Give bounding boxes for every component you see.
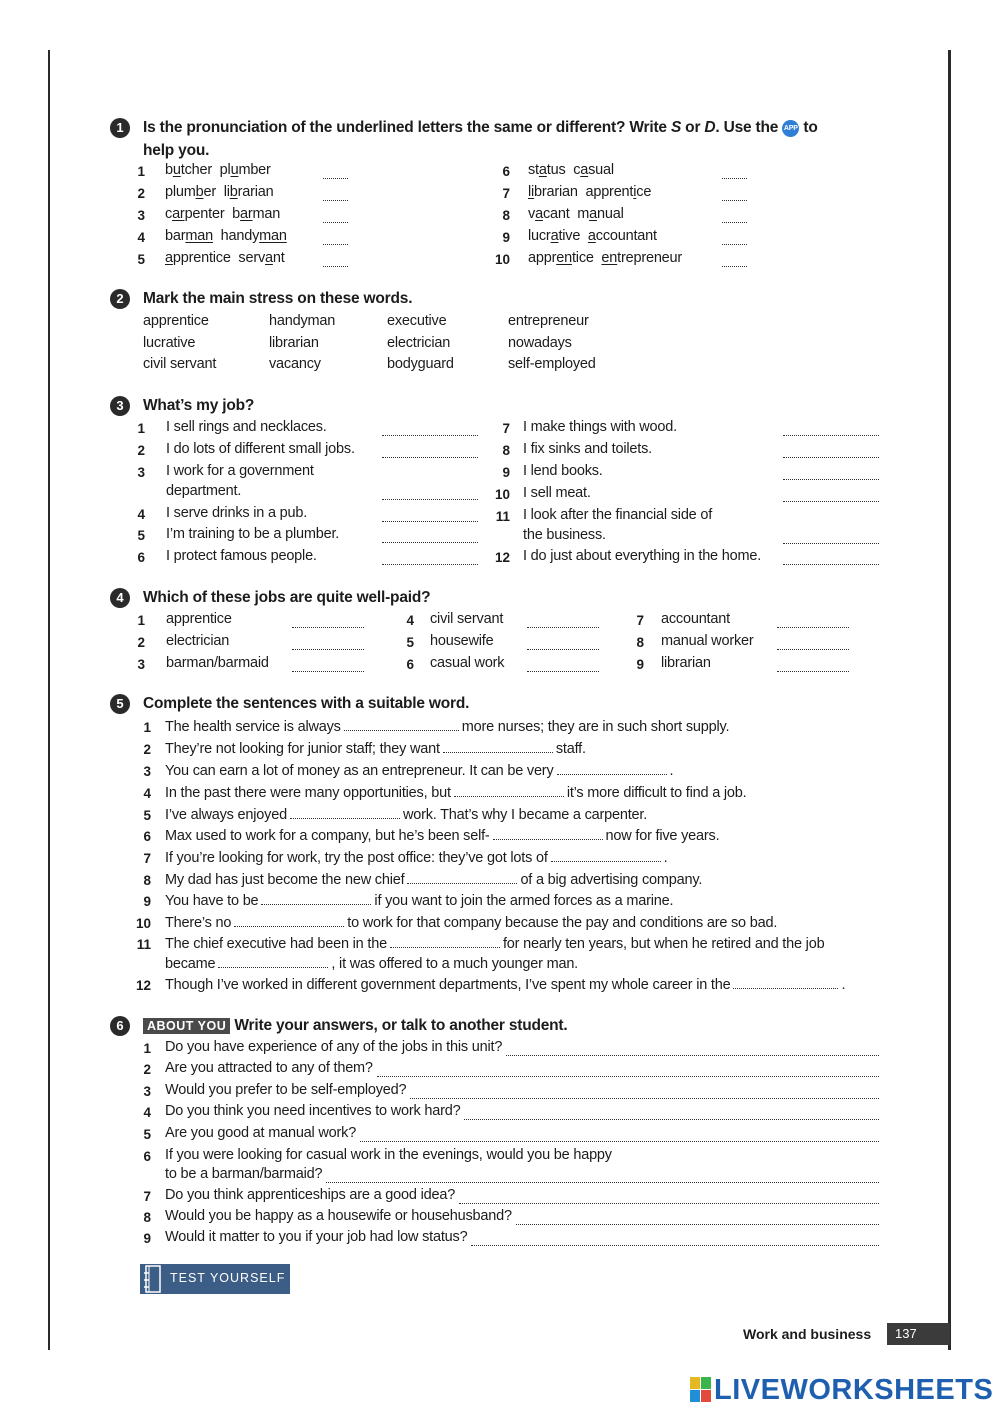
answer-blank[interactable] <box>261 892 371 905</box>
answer-blank[interactable] <box>493 827 603 840</box>
job-name: casual work <box>430 655 505 671</box>
answer-line[interactable] <box>506 1054 879 1056</box>
underlined-letters: b <box>229 184 238 200</box>
sentence <box>165 740 586 757</box>
underlined-letters: a <box>580 162 589 178</box>
underlined-letters: u <box>230 162 239 178</box>
job-name: accountant <box>661 611 730 627</box>
answer-blank[interactable] <box>323 243 348 245</box>
exercise-1-title <box>143 119 818 137</box>
answer-blank[interactable] <box>777 626 849 628</box>
underlined-letters: a <box>538 162 547 178</box>
word-pair <box>528 206 624 222</box>
sentence-end: , it was offered to a much younger man. <box>331 956 579 972</box>
ex1-title-d: D <box>704 119 716 136</box>
sentence-start: Max used to work for a company, but he’s been self- <box>165 828 490 844</box>
exercise-1-title-line2: help you. <box>143 142 210 159</box>
item-number: 5 <box>137 252 145 267</box>
item-number: 9 <box>636 657 644 672</box>
answer-blank[interactable] <box>527 670 599 672</box>
stress-word[interactable]: self-employed <box>508 356 596 372</box>
sentence-start: They’re not looking for junior staff; they want <box>165 741 440 757</box>
job-clue: I serve drinks in a pub. <box>166 505 308 521</box>
answer-blank[interactable] <box>382 520 478 522</box>
item-number: 9 <box>502 465 510 480</box>
job-clue: I sell meat. <box>523 485 591 501</box>
answer-blank[interactable] <box>234 914 344 927</box>
job-name: apprentice <box>166 611 232 627</box>
answer-blank[interactable] <box>382 498 478 500</box>
stress-word[interactable]: entrepreneur <box>508 313 589 329</box>
item-number: 1 <box>137 421 145 436</box>
item-number: 4 <box>137 230 145 245</box>
item-number: 6 <box>406 657 414 672</box>
word-part: sual <box>588 162 614 178</box>
item-number: 7 <box>636 613 644 628</box>
ex1-title-use: . Use the <box>715 119 783 136</box>
word-pair <box>528 184 651 200</box>
job-clue: I look after the financial side of <box>523 507 713 523</box>
stress-word[interactable]: librarian <box>269 335 319 351</box>
answer-blank[interactable] <box>344 718 459 731</box>
answer-blank[interactable] <box>292 648 364 650</box>
word-part: mber <box>238 162 271 178</box>
word-pair <box>528 228 657 244</box>
sentence <box>165 976 845 993</box>
sentence-start: I’ve always enjoyed <box>165 807 287 823</box>
stress-word[interactable]: nowadays <box>508 335 572 351</box>
answer-blank[interactable] <box>783 478 879 480</box>
answer-blank[interactable] <box>527 626 599 628</box>
word-pair <box>528 250 682 266</box>
word-pair <box>165 228 287 244</box>
app-icon: APP <box>782 120 799 137</box>
item-number: 6 <box>137 550 145 565</box>
answer-blank[interactable] <box>292 670 364 672</box>
exercise-4-title: Which of these jobs are quite well-paid? <box>143 589 431 606</box>
underlined-letters: ar <box>240 206 253 222</box>
word-pair <box>165 184 273 200</box>
sentence-start: The chief executive had been in the <box>165 936 387 952</box>
answer-blank[interactable] <box>722 265 747 267</box>
ex1-title-text: Is the pronunciation of the underlined letters the same or different? Write <box>143 119 671 136</box>
item-number: 5 <box>137 528 145 543</box>
answer-blank[interactable] <box>382 541 478 543</box>
answer-blank[interactable] <box>722 177 747 179</box>
item-number: 10 <box>494 252 510 267</box>
word-part: trepreneur <box>617 250 683 266</box>
exercise-3-title: What’s my job? <box>143 397 255 414</box>
word-pair <box>165 162 271 178</box>
word-part: tus <box>546 162 566 178</box>
answer-line[interactable] <box>459 1202 879 1204</box>
about-you-label: ABOUT YOU <box>143 1018 230 1034</box>
underlined-letters: li <box>528 184 535 200</box>
item-number: 3 <box>143 764 151 779</box>
item-number: 2 <box>137 635 145 650</box>
word-part: c <box>573 162 581 178</box>
answer-blank[interactable] <box>783 434 879 436</box>
answer-blank[interactable] <box>722 243 747 245</box>
sentence-start: You can earn a lot of money as an entrepreneur. It can be very <box>165 763 554 779</box>
item-number: 10 <box>494 487 510 502</box>
answer-blank[interactable] <box>527 648 599 650</box>
exercise-5-title: Complete the sentences with a suitable word. <box>143 695 470 712</box>
item-number: 5 <box>143 1127 151 1142</box>
word-part: handy <box>220 228 260 244</box>
word-part: serv <box>238 250 265 266</box>
word-part: ce <box>636 184 652 200</box>
job-name: barman/barmaid <box>166 655 269 671</box>
stress-word[interactable]: apprentice <box>143 313 209 329</box>
underlined-letters: en <box>556 250 572 266</box>
job-name: housewife <box>430 633 494 649</box>
answer-line[interactable] <box>471 1244 879 1246</box>
sentence <box>165 955 578 972</box>
exercise-3-badge: 3 <box>110 396 130 416</box>
item-number: 8 <box>502 443 510 458</box>
underlined-letters: i <box>633 184 637 200</box>
underlined-letters: a <box>265 250 273 266</box>
answer-blank[interactable] <box>454 784 564 797</box>
underlined-letters: en <box>601 250 618 266</box>
item-number: 8 <box>143 873 151 888</box>
sentence-end: . <box>841 977 846 993</box>
job-name: electrician <box>166 633 230 649</box>
job-clue-line2: the business. <box>523 527 606 543</box>
answer-blank[interactable] <box>390 935 500 948</box>
job-name: librarian <box>661 655 711 671</box>
exercise-5-badge: 5 <box>110 694 130 714</box>
item-number: 5 <box>143 808 151 823</box>
item-number: 1 <box>137 613 145 628</box>
answer-blank[interactable] <box>783 456 879 458</box>
item-number: 1 <box>143 1041 151 1056</box>
sentence-end: if you want to join the armed forces as a marine. <box>374 893 674 909</box>
underlined-letters: a <box>535 206 543 222</box>
item-number: 11 <box>495 509 510 524</box>
word-pair <box>528 162 614 178</box>
answer-blank[interactable] <box>783 542 879 544</box>
word-part: brarian <box>534 184 578 200</box>
item-number: 8 <box>502 208 510 223</box>
word-part: b <box>232 206 241 222</box>
item-number: 2 <box>143 1062 151 1077</box>
item-number: 8 <box>143 1210 151 1225</box>
question: Are you good at manual work? <box>165 1125 357 1141</box>
stress-word[interactable]: bodyguard <box>387 356 454 372</box>
word-part: plum <box>165 184 196 200</box>
word-pair <box>165 206 280 222</box>
sentence <box>165 935 824 952</box>
sentence <box>165 806 647 823</box>
answer-blank[interactable] <box>323 199 348 201</box>
word-part: li <box>223 184 230 200</box>
stress-word[interactable]: electrician <box>387 335 451 351</box>
word-part: man <box>252 206 281 222</box>
right-border <box>948 50 951 1350</box>
exercise-2-title: Mark the main stress on these words. <box>143 290 413 307</box>
left-border <box>48 50 50 1350</box>
word-part: v <box>528 206 536 222</box>
item-number: 12 <box>494 550 510 565</box>
word-part: tcher <box>180 162 212 178</box>
item-number: 7 <box>143 851 151 866</box>
word-part: m <box>577 206 590 222</box>
item-number: 6 <box>502 164 510 179</box>
job-clue-line2: department. <box>166 483 242 499</box>
item-number: 1 <box>143 720 151 735</box>
word-part: c <box>165 206 173 222</box>
answer-blank[interactable] <box>382 434 478 436</box>
sentence <box>165 784 746 801</box>
sentence <box>165 849 668 866</box>
answer-blank[interactable] <box>218 955 328 968</box>
job-clue: I’m training to be a plumber. <box>166 526 340 542</box>
exercise-2-badge: 2 <box>110 289 130 309</box>
sentence <box>165 718 729 735</box>
word-part: pl <box>219 162 231 178</box>
item-number: 1 <box>137 164 145 179</box>
sentence-end: staff. <box>555 741 586 757</box>
item-number: 9 <box>143 894 151 909</box>
word-part: tive <box>558 228 581 244</box>
answer-blank[interactable] <box>407 871 517 884</box>
answer-blank[interactable] <box>783 500 879 502</box>
underlined-letters: man <box>259 228 287 244</box>
sentence-start: My dad has just become the new chief <box>165 872 405 888</box>
sentence-start: Though I’ve worked in different government departments, I’ve spent my whole career in the <box>165 977 731 993</box>
word-part: lucr <box>528 228 551 244</box>
answer-line[interactable] <box>326 1181 879 1183</box>
question: Would you be happy as a housewife or househusband? <box>165 1208 512 1224</box>
word-part: er <box>203 184 217 200</box>
item-number: 5 <box>406 635 414 650</box>
ex1-title-to: to <box>799 119 818 136</box>
underlined-letters: u <box>172 162 181 178</box>
sentence-end: . <box>669 763 674 779</box>
word-part: b <box>165 162 173 178</box>
item-number: 10 <box>135 916 151 931</box>
sentence-start: became <box>165 956 216 972</box>
underlined-letters: ar <box>172 206 185 222</box>
question: If you were looking for casual work in the evenings, would you be happy <box>165 1147 612 1163</box>
ex6-title-text: Write your answers, or talk to another student. <box>234 1017 568 1034</box>
sentence-start: In the past there were many opportunities, but <box>165 785 451 801</box>
answer-blank[interactable] <box>722 221 747 223</box>
item-number: 6 <box>143 1149 151 1164</box>
answer-blank[interactable] <box>323 265 348 267</box>
word-part: st <box>528 162 539 178</box>
stress-word[interactable]: vacancy <box>269 356 321 372</box>
job-name: manual worker <box>661 633 754 649</box>
word-part: apprent <box>585 184 634 200</box>
word-part: penter <box>184 206 225 222</box>
item-number: 8 <box>636 635 644 650</box>
sentence <box>165 892 673 909</box>
item-number: 2 <box>143 742 151 757</box>
word-pair <box>165 250 285 266</box>
sentence-start: The health service is always <box>165 719 341 735</box>
word-part: ccountant <box>595 228 657 244</box>
question: Would it matter to you if your job had low status? <box>165 1229 468 1245</box>
sentence-end: for nearly ten years, but when he retired and the job <box>502 936 825 952</box>
item-number: 2 <box>137 443 145 458</box>
answer-blank[interactable] <box>443 740 553 753</box>
underlined-letters: man <box>185 228 213 244</box>
word-part: nt <box>272 250 285 266</box>
item-number: 11 <box>136 937 151 952</box>
test-yourself-button[interactable] <box>140 1264 290 1294</box>
sentence-end: more nurses; they are in such short supply. <box>461 719 730 735</box>
sentence-end: work. That’s why I became a carpenter. <box>402 807 648 823</box>
page-number: 137 <box>887 1323 950 1345</box>
sentence <box>165 871 702 888</box>
ex1-title-s: S <box>670 119 682 136</box>
item-number: 4 <box>406 613 414 628</box>
item-number: 7 <box>502 186 510 201</box>
sentence <box>165 827 719 844</box>
stress-word[interactable]: civil servant <box>143 356 217 372</box>
underlined-letters: a <box>165 250 173 266</box>
answer-blank[interactable] <box>557 762 667 775</box>
footer-section-title: Work and business <box>743 1326 872 1342</box>
item-number: 4 <box>143 1105 151 1120</box>
job-clue: I lend books. <box>523 463 603 479</box>
answer-line[interactable] <box>464 1118 879 1120</box>
item-number: 7 <box>143 1189 151 1204</box>
answer-blank[interactable] <box>777 670 849 672</box>
item-number: 3 <box>143 1084 151 1099</box>
answer-line[interactable] <box>410 1097 879 1099</box>
question: Do you think you need incentives to work hard? <box>165 1103 461 1119</box>
question: Do you think apprenticeships are a good idea? <box>165 1187 456 1203</box>
item-number: 3 <box>137 208 145 223</box>
answer-blank[interactable] <box>783 563 879 565</box>
answer-blank[interactable] <box>722 199 747 201</box>
word-part: rarian <box>237 184 274 200</box>
liveworksheets-watermark: LIVEWORKSHEETS <box>714 1374 994 1406</box>
liveworksheets-logo-icon <box>690 1377 712 1403</box>
item-number: 3 <box>137 657 145 672</box>
job-clue: I sell rings and necklaces. <box>166 419 327 435</box>
item-number: 9 <box>143 1231 151 1246</box>
job-clue: I make things with wood. <box>523 419 677 435</box>
word-part: cant <box>542 206 570 222</box>
ex1-title-or: or <box>681 119 705 136</box>
answer-line[interactable] <box>516 1223 879 1225</box>
exercise-6-badge: 6 <box>110 1016 130 1036</box>
item-number: 7 <box>502 421 510 436</box>
answer-line[interactable] <box>360 1140 879 1142</box>
sentence-start: You have to be <box>165 893 259 909</box>
answer-blank[interactable] <box>382 456 478 458</box>
underlined-letters: a <box>550 228 559 244</box>
item-number: 12 <box>135 978 151 993</box>
underlined-letters: a <box>587 228 596 244</box>
word-part: tice <box>571 250 594 266</box>
word-part: nual <box>596 206 624 222</box>
answer-blank[interactable] <box>323 221 348 223</box>
stress-word[interactable]: lucrative <box>143 335 196 351</box>
question: Do you have experience of any of the jobs in this unit? <box>165 1039 503 1055</box>
sentence-end: to work for that company because the pay and conditions are so bad. <box>347 915 778 931</box>
job-name: civil servant <box>430 611 504 627</box>
item-number: 4 <box>137 507 145 522</box>
sentence-start: There’s no <box>165 915 232 931</box>
answer-blank[interactable] <box>777 648 849 650</box>
job-clue: I protect famous people. <box>166 548 317 564</box>
answer-line[interactable] <box>377 1075 879 1077</box>
word-part: pprentice <box>172 250 231 266</box>
underlined-letters: a <box>589 206 597 222</box>
item-number: 9 <box>502 230 510 245</box>
sentence <box>165 762 673 779</box>
job-clue: I fix sinks and toilets. <box>523 441 652 457</box>
item-number: 4 <box>143 786 151 801</box>
sentence-end: . <box>663 850 668 866</box>
sentence-start: If you’re looking for work, try the post office: they’ve got lots of <box>165 850 548 866</box>
answer-blank[interactable] <box>323 177 348 179</box>
item-number: 2 <box>137 186 145 201</box>
answer-blank[interactable] <box>292 626 364 628</box>
sentence <box>165 914 777 931</box>
answer-blank[interactable] <box>290 806 400 819</box>
job-clue: I do just about everything in the home. <box>523 548 762 564</box>
notebook-icon <box>144 1264 164 1294</box>
underlined-letters: b <box>195 184 204 200</box>
stress-word[interactable]: handyman <box>269 313 336 329</box>
exercise-1-badge: 1 <box>110 118 130 138</box>
item-number: 6 <box>143 829 151 844</box>
word-part: appr <box>528 250 557 266</box>
answer-blank[interactable] <box>733 976 838 989</box>
sentence-end: it’s more difficult to find a job. <box>566 785 747 801</box>
question: to be a barman/barmaid? <box>165 1166 323 1182</box>
question: Would you prefer to be self-employed? <box>165 1082 407 1098</box>
answer-blank[interactable] <box>382 563 478 565</box>
word-part: bar <box>165 228 186 244</box>
job-clue: I do lots of different small jobs. <box>166 441 355 457</box>
exercise-6-title <box>143 1017 568 1035</box>
test-yourself-label: TEST YOURSELF <box>170 1271 286 1285</box>
sentence-end: now for five years. <box>605 828 720 844</box>
exercise-4-badge: 4 <box>110 588 130 608</box>
answer-blank[interactable] <box>551 849 661 862</box>
item-number: 3 <box>137 465 145 480</box>
stress-word[interactable]: executive <box>387 313 447 329</box>
question: Are you attracted to any of them? <box>165 1060 373 1076</box>
job-clue: I work for a government <box>166 463 314 479</box>
sentence-end: of a big advertising company. <box>520 872 703 888</box>
